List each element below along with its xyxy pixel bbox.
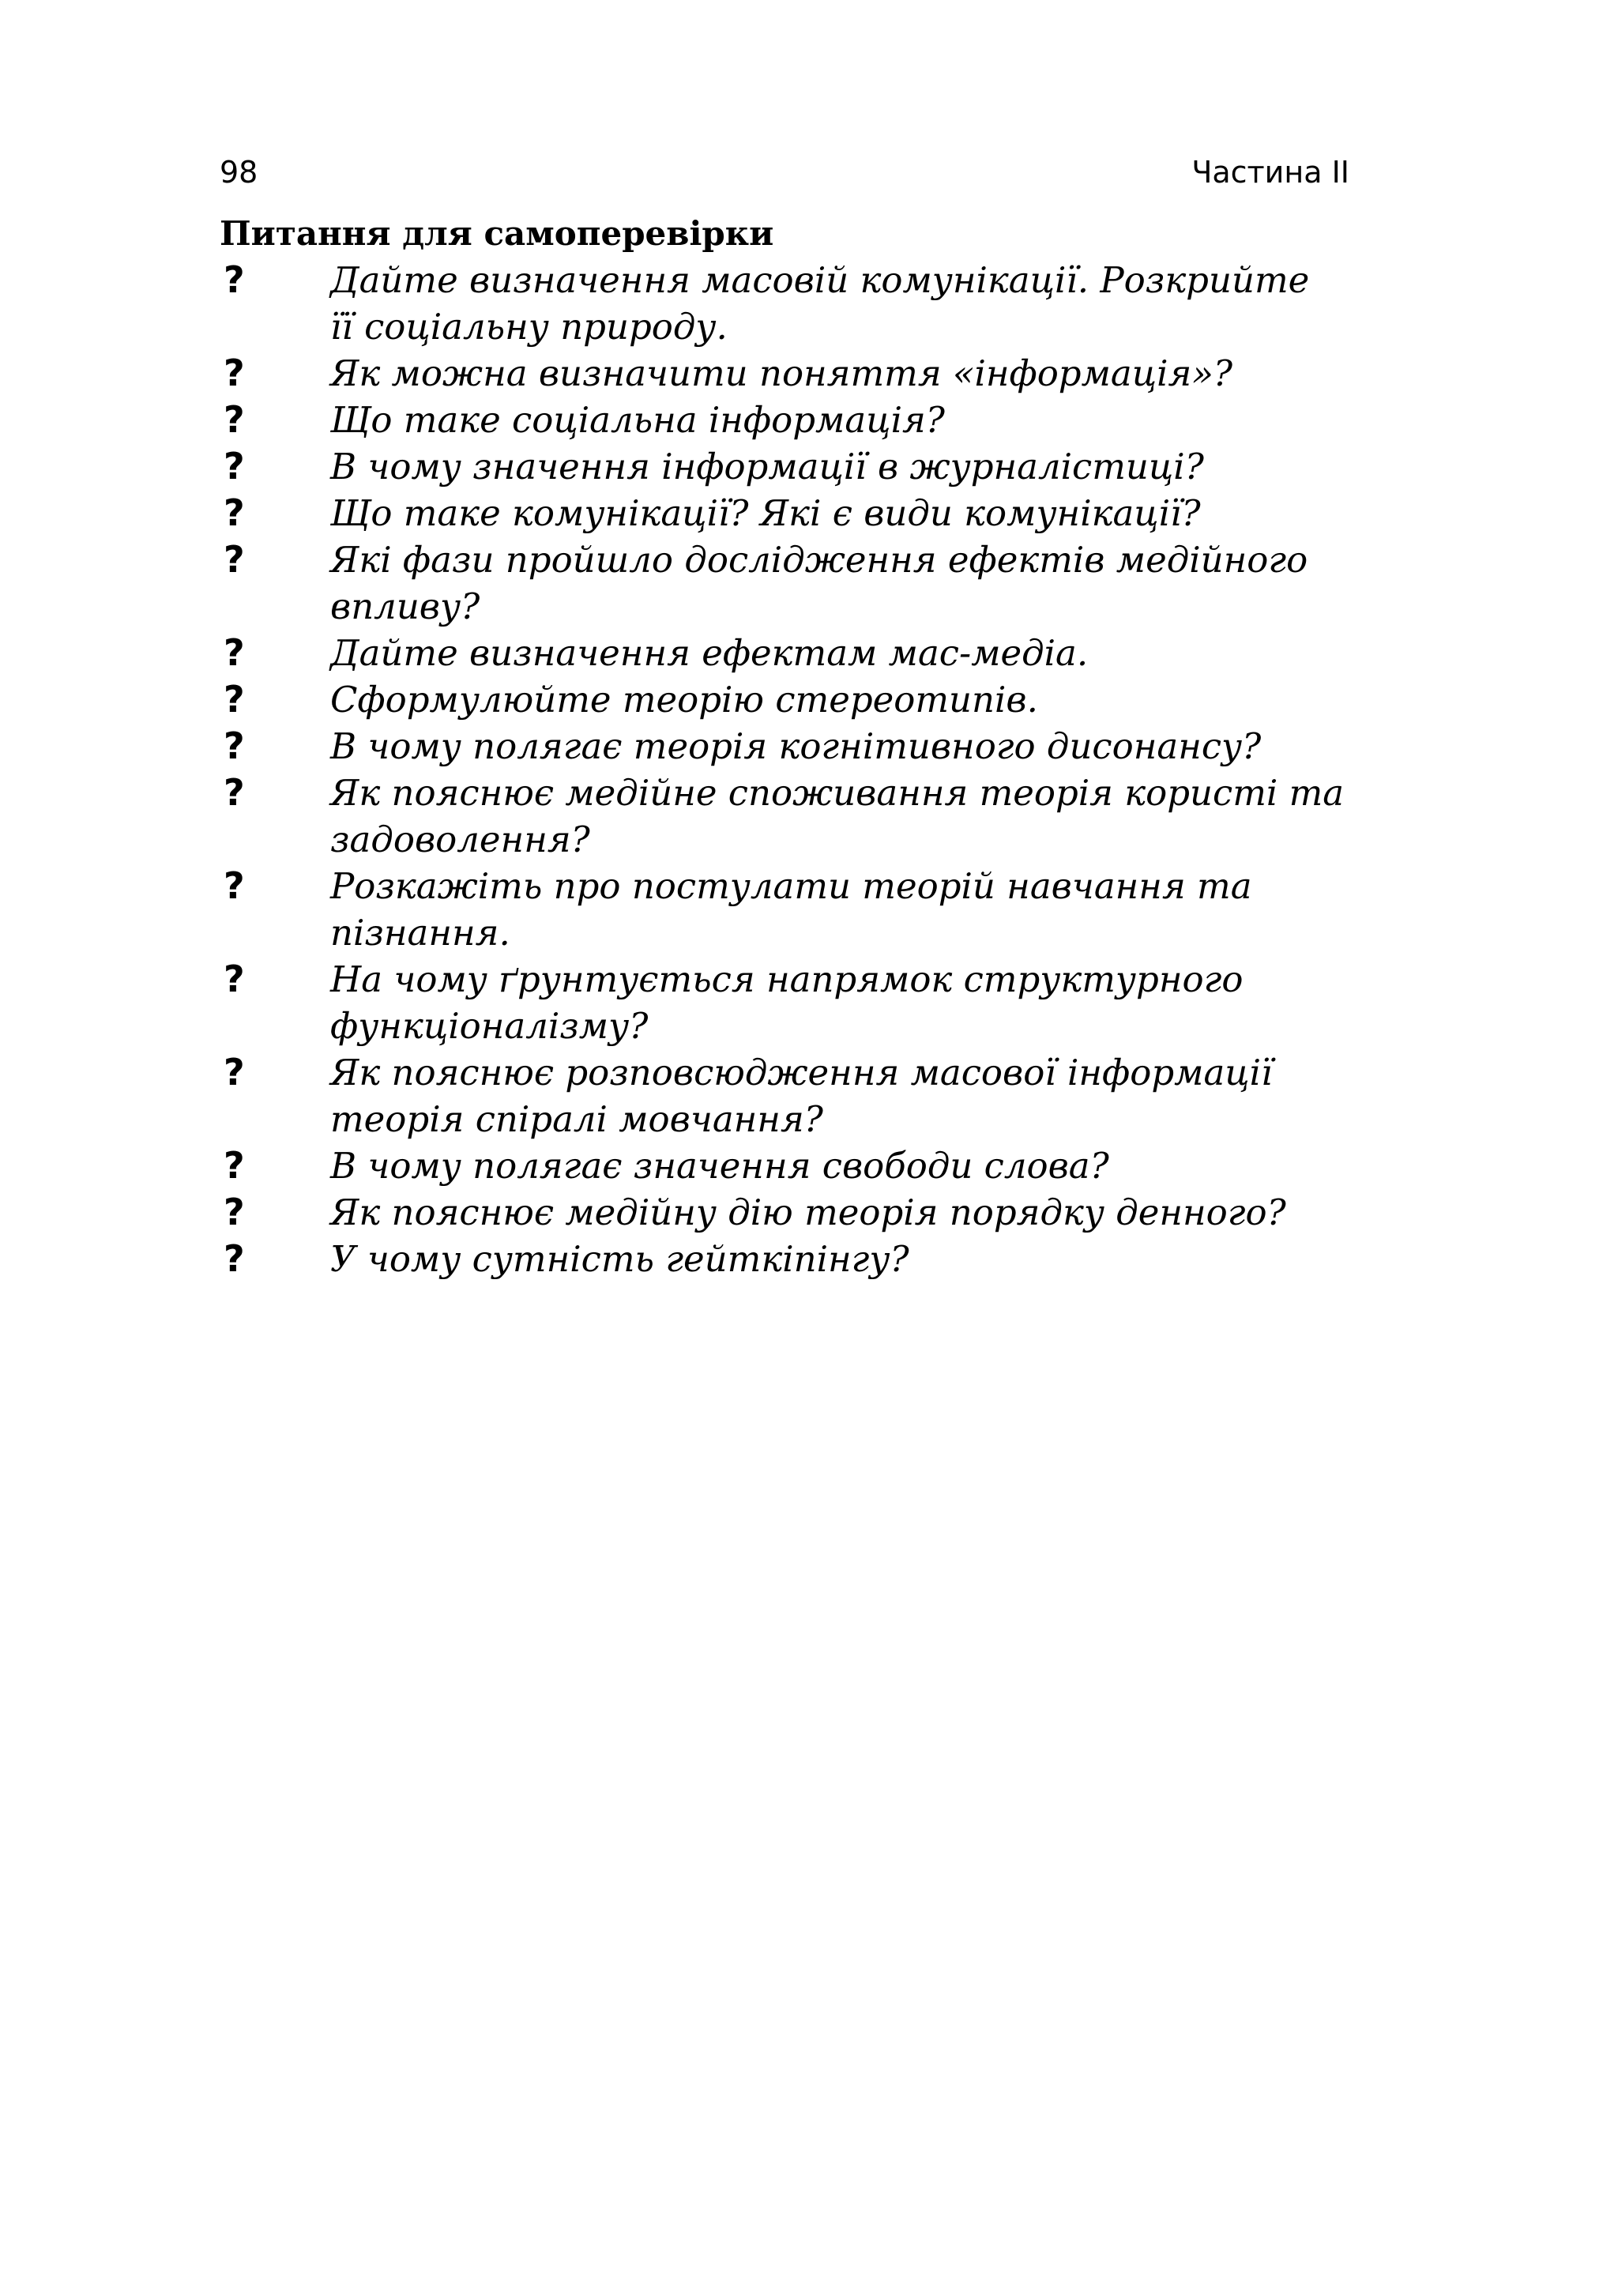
- section-heading: Питання для самоперевірки: [220, 214, 774, 253]
- question-mark-icon: ?: [224, 538, 245, 581]
- question-text: На чому ґрунтується напрямок структурного функціоналізму?: [330, 958, 1244, 1047]
- question-item: [220, 397, 1357, 443]
- question-list: [220, 257, 1357, 1282]
- question-text: Як пояснює розповсюдження масової інформації теорія спіралі мовчання?: [330, 1052, 1273, 1140]
- question-item: [220, 956, 1357, 1049]
- question-text: Що таке соціальна інформація?: [330, 399, 945, 441]
- question-item: [220, 443, 1357, 490]
- question-mark-icon: ?: [224, 771, 245, 814]
- question-mark-icon: ?: [224, 864, 245, 907]
- question-mark-icon: ?: [224, 352, 245, 394]
- question-item: [220, 630, 1357, 676]
- question-item: [220, 490, 1357, 536]
- question-text: Що таке комунікації? Які є види комунікації?: [330, 492, 1201, 534]
- question-mark-icon: ?: [224, 958, 245, 1000]
- question-item: [220, 723, 1357, 770]
- question-item: [220, 536, 1357, 630]
- question-text: Як пояснює медійну дію теорія порядку денного?: [330, 1191, 1286, 1233]
- question-mark-icon: ?: [224, 1191, 245, 1233]
- question-mark-icon: ?: [224, 398, 245, 441]
- question-mark-icon: ?: [224, 491, 245, 534]
- question-item: [220, 1189, 1357, 1236]
- question-text: Як можна визначити поняття «інформація»?: [330, 352, 1232, 394]
- question-text: Дайте визначення ефектам мас-медіа.: [330, 632, 1089, 674]
- question-mark-icon: ?: [224, 631, 245, 674]
- question-mark-icon: ?: [224, 445, 245, 487]
- question-mark-icon: ?: [224, 678, 245, 721]
- question-item: [220, 676, 1357, 723]
- question-text: Які фази пройшло дослідження ефектів медійного впливу?: [330, 539, 1308, 627]
- question-text: В чому полягає значення свободи слова?: [330, 1145, 1109, 1187]
- question-item: [220, 1236, 1357, 1282]
- question-item: [220, 1142, 1357, 1189]
- question-item: [220, 350, 1357, 397]
- question-text: Розкажіть про постулати теорій навчання та пізнання.: [330, 865, 1252, 954]
- question-text: Дайте визначення масовій комунікації. Розкрийте її соціальну природу.: [330, 259, 1310, 348]
- question-item: [220, 257, 1357, 350]
- question-mark-icon: ?: [224, 1051, 245, 1093]
- question-text: В чому полягає теорія когнітивного дисонансу?: [330, 725, 1262, 767]
- question-mark-icon: ?: [224, 725, 245, 767]
- question-text: У чому сутність гейткіпінгу?: [330, 1238, 909, 1280]
- question-item: [220, 863, 1357, 956]
- question-text: Як пояснює медійне споживання теорія користі та задоволення?: [330, 772, 1345, 860]
- question-item: [220, 770, 1357, 863]
- question-mark-icon: ?: [224, 1144, 245, 1187]
- question-text: Сформулюйте теорію стереотипів.: [330, 679, 1038, 721]
- question-mark-icon: ?: [224, 1237, 245, 1280]
- page-number: 98: [220, 155, 258, 190]
- running-head: [220, 150, 1349, 194]
- question-text: В чому значення інформації в журналістиці?: [330, 446, 1204, 487]
- question-mark-icon: ?: [224, 258, 245, 301]
- question-item: [220, 1049, 1357, 1142]
- part-title: Частина ІІ: [1191, 155, 1349, 190]
